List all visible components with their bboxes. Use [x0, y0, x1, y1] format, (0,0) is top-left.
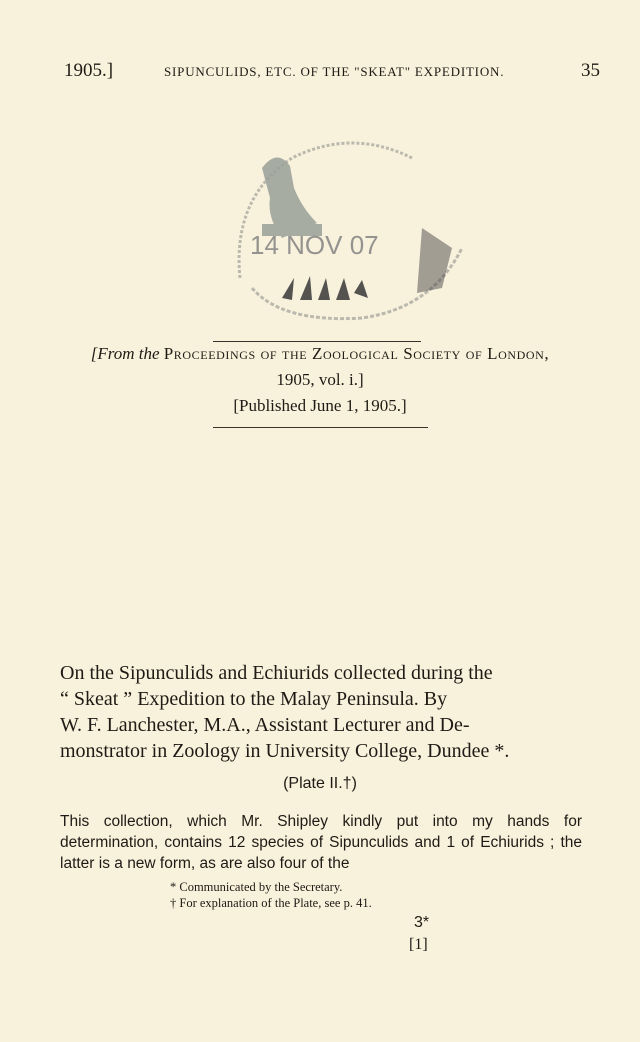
reprint-source-line	[0, 344, 640, 364]
body-paragraph: This collection, which Mr. Shipley kindly put into my hands for determination, contains 12 species of Sipunculids and 1 of Echiurids ; the latter is a new form, as are also four of the	[60, 813, 582, 872]
page-number: [1]	[409, 936, 428, 953]
divider-rule	[213, 341, 421, 342]
stamp-date: 14 NOV 07	[250, 230, 379, 260]
plate-reference: (Plate II.†)	[283, 775, 357, 792]
reprint-journal: Proceedings of the Zoological Society of London,	[163, 344, 550, 363]
reprint-from-prefix: [From the	[90, 344, 160, 363]
running-head	[64, 60, 600, 82]
running-head-year: 1905.]	[64, 60, 114, 81]
article-author-line: W. F. Lanchester, M.A., Assistant Lecturer and De-	[60, 714, 470, 736]
running-head-title: SIPUNCULIDS, ETC. OF THE "SKEAT" EXPEDITION.	[164, 64, 505, 79]
footnote: † For explanation of the Plate, see p. 41.	[170, 896, 372, 910]
article-title-block	[60, 660, 580, 764]
library-stamp	[222, 128, 482, 328]
footnote: * Communicated by the Secretary.	[170, 880, 343, 894]
article-affiliation-line: monstrator in Zoology in University College, Dundee *.	[60, 740, 510, 762]
reprint-volume: 1905, vol. i.]	[276, 370, 364, 389]
running-head-page: 35	[581, 60, 600, 81]
article-title-line: On the Sipunculids and Echiurids collected during the	[60, 662, 493, 684]
divider-rule	[213, 427, 428, 428]
published-date: [Published June 1, 1905.]	[233, 396, 407, 415]
signature-mark: 3*	[414, 914, 430, 931]
article-title-line: “ Skeat ” Expedition to the Malay Peninsula. By	[60, 688, 448, 710]
